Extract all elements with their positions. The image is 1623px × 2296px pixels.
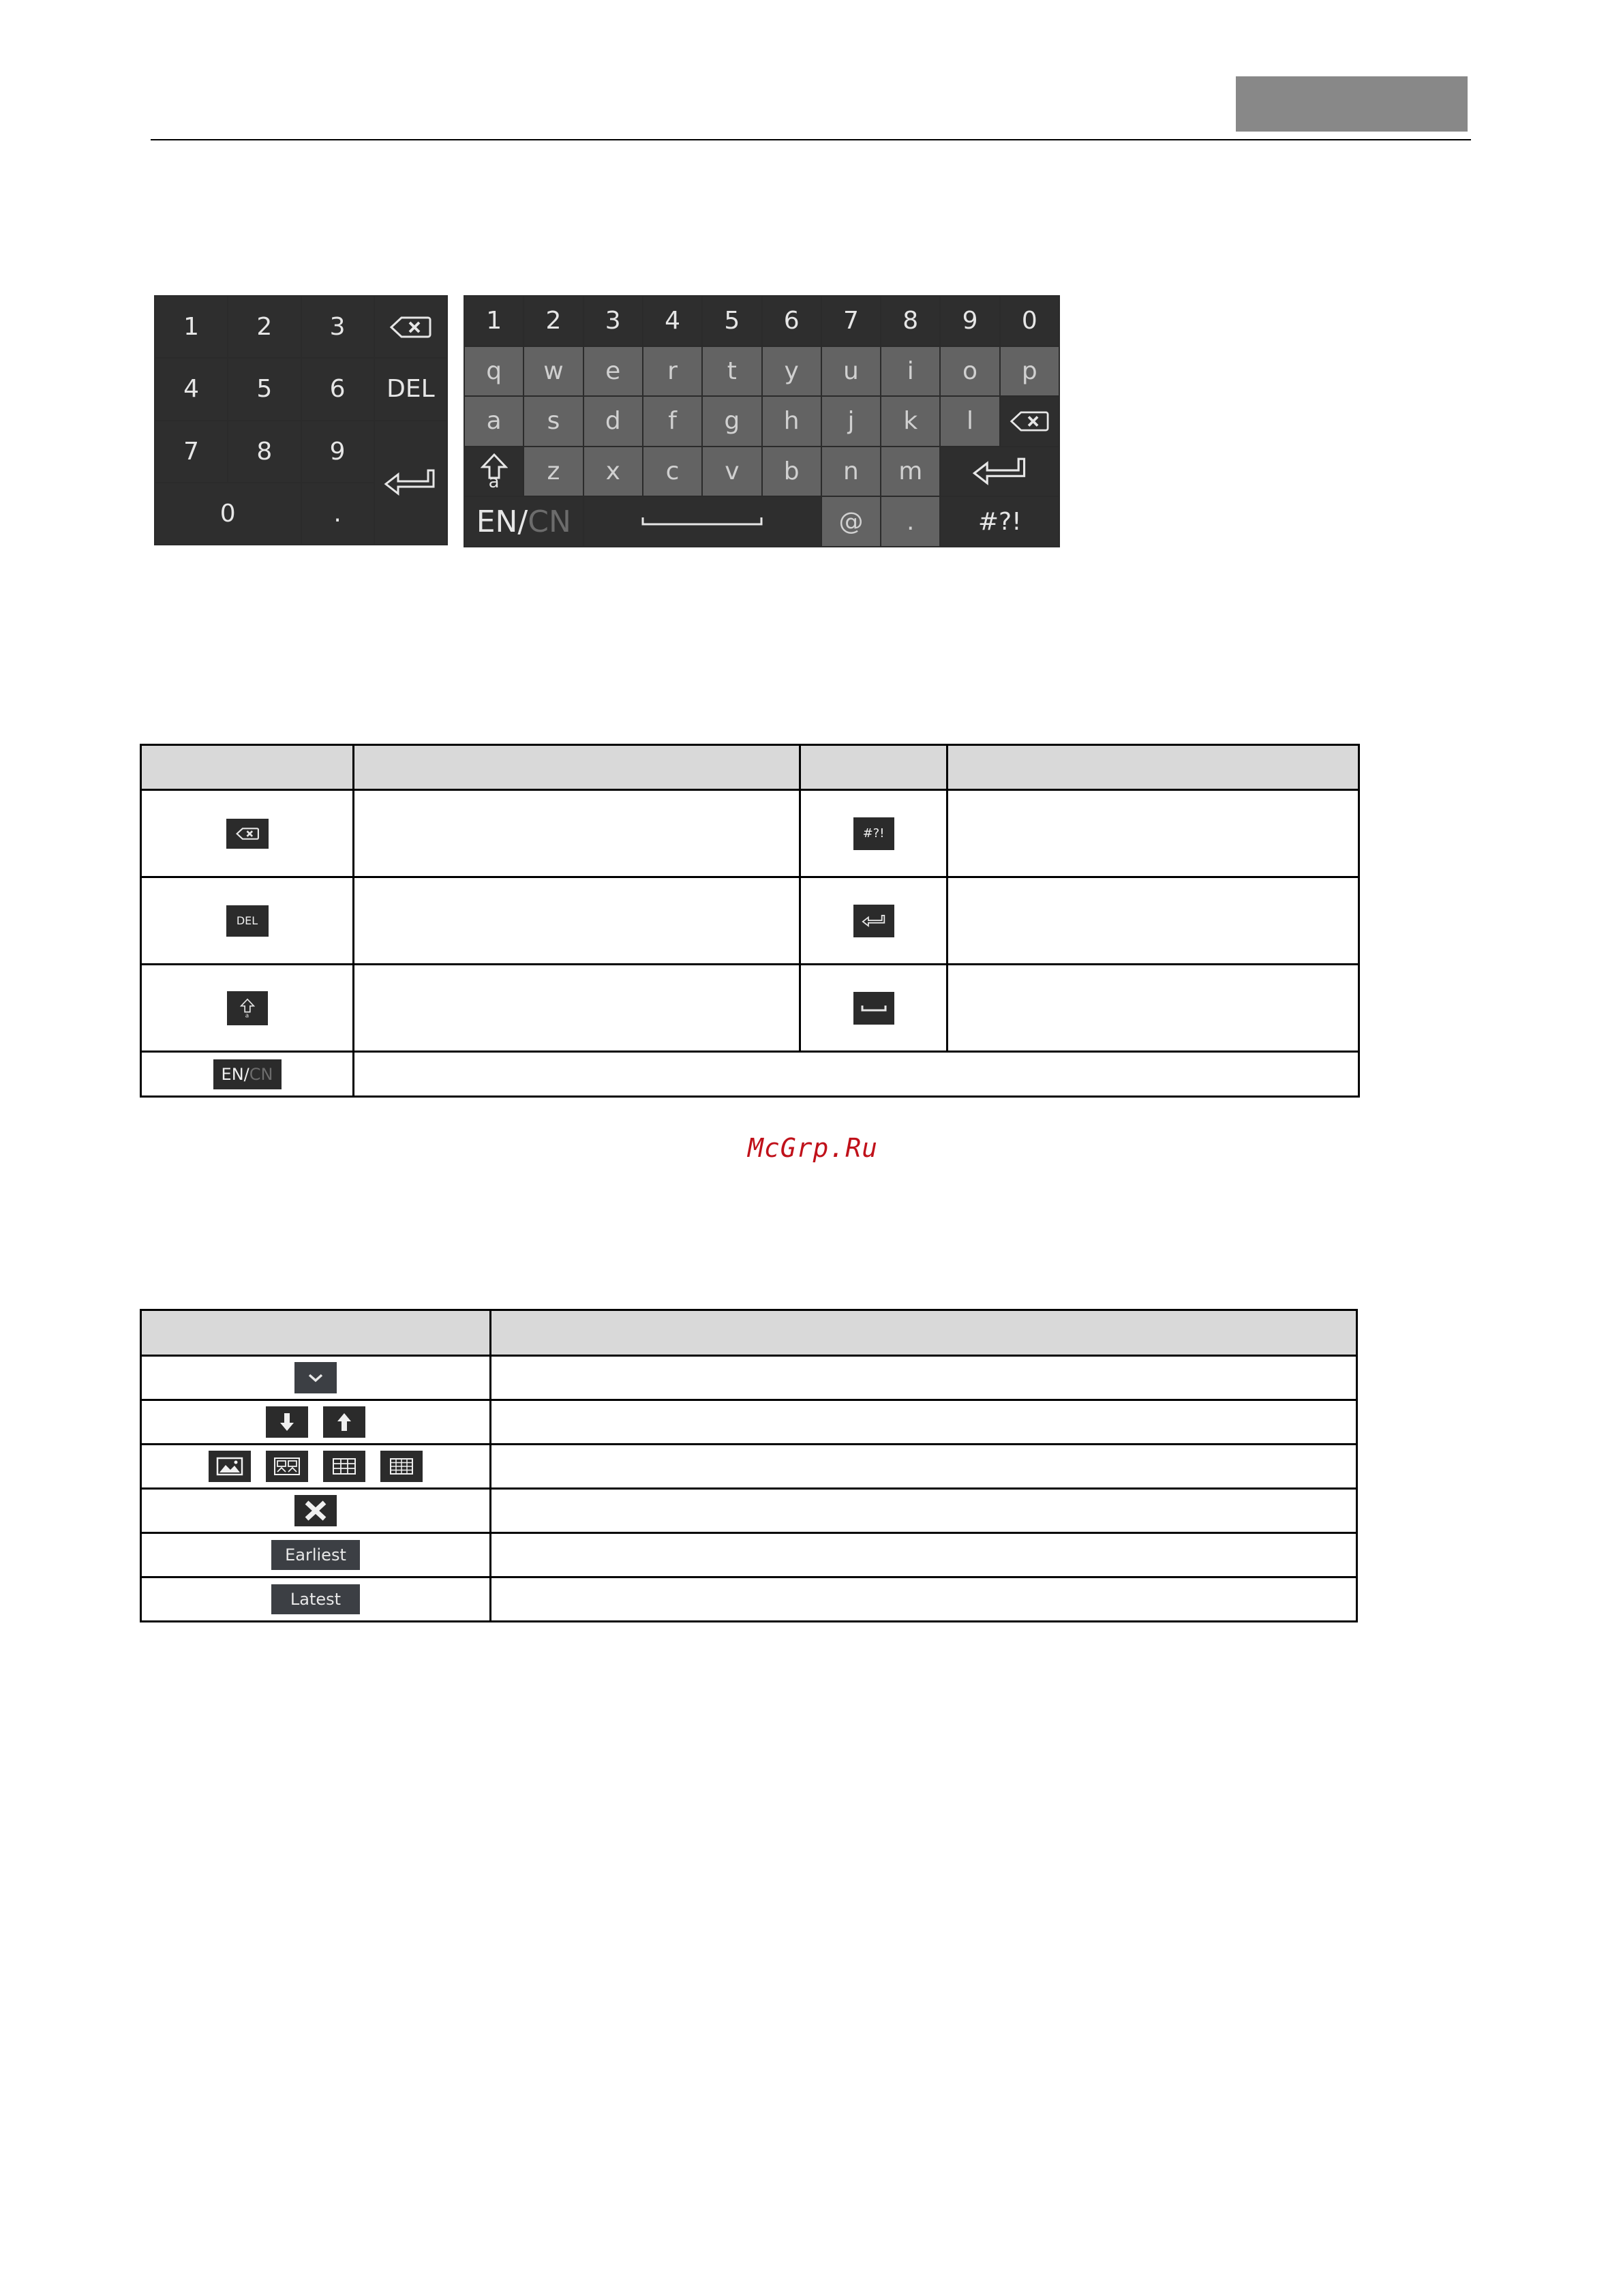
table-row xyxy=(141,1400,1357,1445)
key-h[interactable]: h xyxy=(763,397,821,446)
key-2[interactable]: 2 xyxy=(228,297,300,357)
key-0[interactable]: 0 xyxy=(1001,297,1059,346)
key-n[interactable]: n xyxy=(822,447,880,496)
key-7[interactable]: 7 xyxy=(155,421,227,482)
description-cell xyxy=(354,877,800,965)
description-cell xyxy=(491,1400,1357,1445)
two-image-icon xyxy=(266,1451,308,1482)
description-cell xyxy=(491,1356,1357,1400)
key-6[interactable]: 6 xyxy=(302,359,374,419)
space-icon xyxy=(641,515,763,528)
enter-icon xyxy=(383,468,438,498)
key-dot[interactable]: . xyxy=(302,483,374,544)
shift-key[interactable] xyxy=(465,447,523,496)
table-row xyxy=(141,877,1359,965)
key-m[interactable]: m xyxy=(881,447,939,496)
del-key[interactable]: DEL xyxy=(375,359,446,419)
key-3[interactable]: 3 xyxy=(584,297,642,346)
lang-cn-label: CN xyxy=(528,504,571,539)
header-cell xyxy=(947,745,1359,790)
latest-button: Latest xyxy=(271,1584,360,1614)
shift-sub-label: a xyxy=(488,471,500,492)
key-j[interactable]: j xyxy=(822,397,880,446)
lang-cn-label: CN xyxy=(249,1064,273,1084)
key-w[interactable]: w xyxy=(524,347,582,396)
backspace-icon xyxy=(226,819,269,849)
table-row xyxy=(141,1533,1357,1577)
close-icon xyxy=(294,1495,337,1526)
space-key[interactable] xyxy=(584,497,821,546)
enter-icon xyxy=(969,456,1031,487)
key-y[interactable]: y xyxy=(763,347,821,396)
enter-icon xyxy=(853,905,894,937)
key-s[interactable]: s xyxy=(524,397,582,446)
header-cell xyxy=(141,745,354,790)
table-row xyxy=(141,790,1359,877)
description-cell xyxy=(947,790,1359,877)
key-b[interactable]: b xyxy=(763,447,821,496)
key-9[interactable]: 9 xyxy=(941,297,999,346)
backspace-key[interactable] xyxy=(1001,397,1059,446)
shift-icon xyxy=(227,991,268,1025)
key-v[interactable]: v xyxy=(703,447,761,496)
key-o[interactable]: o xyxy=(941,347,999,396)
header-cell xyxy=(354,745,800,790)
description-cell xyxy=(491,1577,1357,1622)
table-header-row xyxy=(141,745,1359,790)
key-p[interactable]: p xyxy=(1001,347,1059,396)
symbols-icon: #?! xyxy=(853,817,894,850)
svg-text:a: a xyxy=(245,1012,249,1018)
key-e[interactable]: e xyxy=(584,347,642,396)
enter-key[interactable] xyxy=(941,447,1059,496)
del-icon: DEL xyxy=(226,905,269,937)
key-3[interactable]: 3 xyxy=(302,297,374,357)
backspace-icon xyxy=(1010,410,1049,432)
key-u[interactable]: u xyxy=(822,347,880,396)
list-grid-icon xyxy=(380,1451,423,1482)
key-q[interactable]: q xyxy=(465,347,523,396)
table-header-row xyxy=(141,1310,1357,1356)
key-dot[interactable]: . xyxy=(881,497,939,546)
key-8[interactable]: 8 xyxy=(228,421,300,482)
table-row xyxy=(141,1577,1357,1622)
description-cell xyxy=(947,965,1359,1052)
key-d[interactable]: d xyxy=(584,397,642,446)
table-row xyxy=(141,1445,1357,1489)
chevron-down-icon xyxy=(294,1362,337,1393)
key-5[interactable]: 5 xyxy=(228,359,300,419)
key-5[interactable]: 5 xyxy=(703,297,761,346)
key-2[interactable]: 2 xyxy=(524,297,582,346)
button-description-table xyxy=(140,1309,1358,1622)
key-g[interactable]: g xyxy=(703,397,761,446)
backspace-icon xyxy=(389,316,431,339)
language-toggle-icon xyxy=(213,1059,282,1089)
arrow-up-icon xyxy=(323,1406,365,1438)
key-a[interactable]: a xyxy=(465,397,523,446)
key-c[interactable]: c xyxy=(643,447,701,496)
key-6[interactable]: 6 xyxy=(763,297,821,346)
header-cell xyxy=(800,745,947,790)
key-4[interactable]: 4 xyxy=(155,359,227,419)
header-label-box xyxy=(1236,76,1468,132)
table-row xyxy=(141,965,1359,1052)
key-at[interactable]: @ xyxy=(822,497,880,546)
table-row xyxy=(141,1489,1357,1533)
key-i[interactable]: i xyxy=(881,347,939,396)
watermark: McGrp.Ru xyxy=(748,1133,879,1163)
description-cell xyxy=(354,965,800,1052)
lang-en-label: EN/ xyxy=(221,1064,249,1084)
description-cell xyxy=(354,1052,1359,1097)
description-cell xyxy=(947,877,1359,965)
description-cell xyxy=(491,1445,1357,1489)
header-rule xyxy=(151,139,1471,140)
lang-en-label: EN/ xyxy=(476,504,528,539)
arrow-down-icon xyxy=(266,1406,308,1438)
description-cell xyxy=(354,790,800,877)
numeric-keypad xyxy=(154,295,448,545)
image-icon xyxy=(209,1451,251,1482)
key-t[interactable]: t xyxy=(703,347,761,396)
key-f[interactable]: f xyxy=(643,397,701,446)
backspace-key[interactable] xyxy=(375,297,446,357)
key-r[interactable]: r xyxy=(643,347,701,396)
header-cell xyxy=(141,1310,491,1356)
grid-icon xyxy=(323,1451,365,1482)
symbols-key[interactable]: #?! xyxy=(941,497,1059,546)
key-4[interactable]: 4 xyxy=(643,297,701,346)
key-0[interactable]: 0 xyxy=(155,483,301,544)
earliest-button: Earliest xyxy=(271,1540,360,1570)
table-row xyxy=(141,1052,1359,1097)
key-k[interactable]: k xyxy=(881,397,939,446)
description-cell xyxy=(491,1533,1357,1577)
language-toggle-key[interactable] xyxy=(465,497,583,546)
key-1[interactable]: 1 xyxy=(465,297,523,346)
description-cell xyxy=(491,1489,1357,1533)
key-7[interactable]: 7 xyxy=(822,297,880,346)
key-9[interactable]: 9 xyxy=(302,421,374,482)
space-icon xyxy=(853,992,894,1025)
key-description-table xyxy=(140,744,1360,1098)
header-cell xyxy=(491,1310,1357,1356)
table-row xyxy=(141,1356,1357,1400)
key-l[interactable]: l xyxy=(941,397,999,446)
enter-key[interactable] xyxy=(375,421,446,545)
key-z[interactable]: z xyxy=(524,447,582,496)
qwerty-keyboard xyxy=(464,295,1060,547)
key-x[interactable]: x xyxy=(584,447,642,496)
key-1[interactable]: 1 xyxy=(155,297,227,357)
key-8[interactable]: 8 xyxy=(881,297,939,346)
